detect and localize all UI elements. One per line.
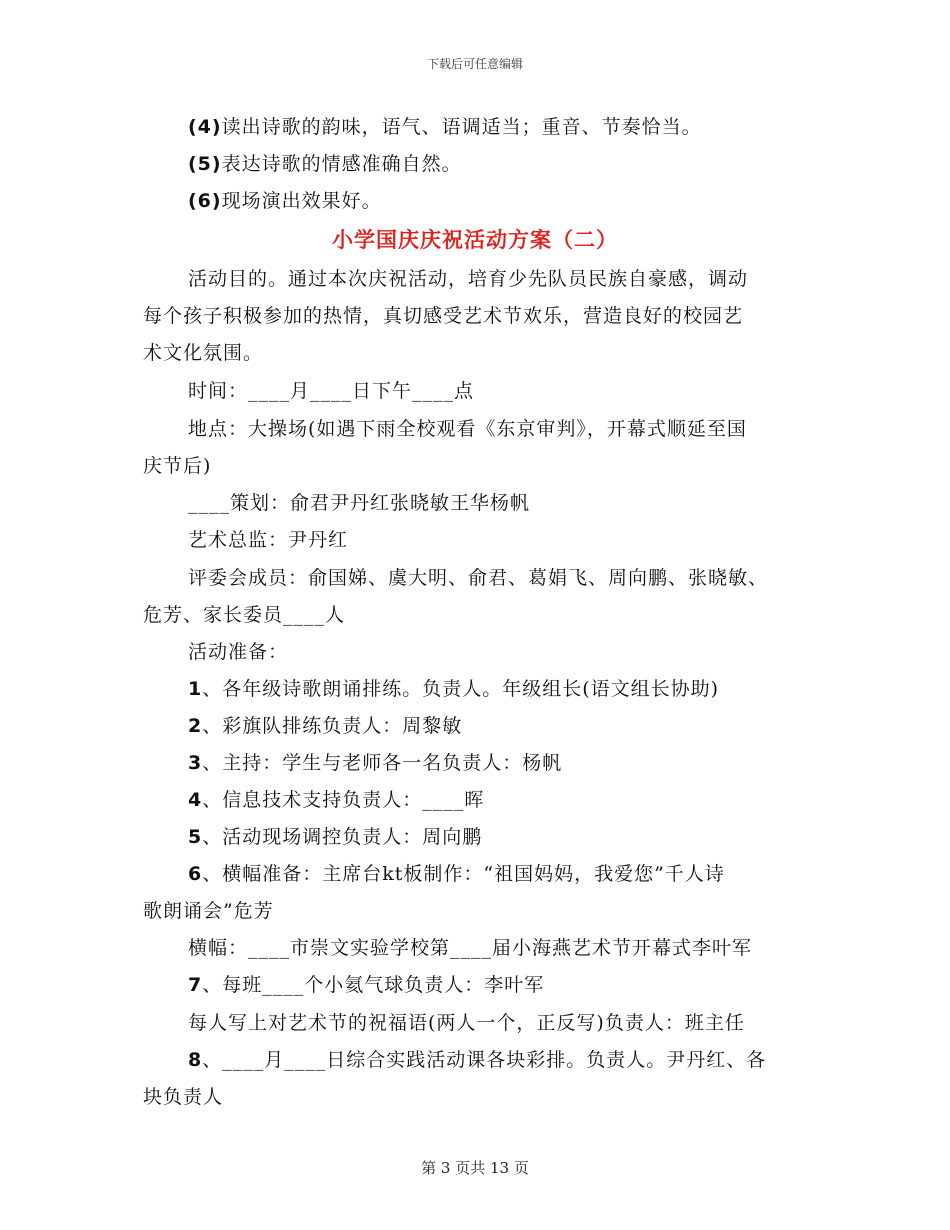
criteria-text: 现场演出效果好。 [221, 190, 382, 212]
judges-line-2: 危芳、家长委员____人 [143, 604, 346, 626]
criteria-5 [188, 151, 462, 177]
criteria-text: 表达诗歌的情感准确自然。 [221, 153, 462, 175]
criteria-4 [188, 114, 702, 140]
item-text: 、主持：学生与老师各一名负责人：杨帆 [202, 752, 563, 774]
item-num: 3 [188, 752, 203, 774]
criteria-num: (6) [188, 190, 222, 212]
item-num: 8 [188, 1049, 203, 1071]
criteria-num: (4) [188, 116, 222, 138]
criteria-num: (5) [188, 153, 222, 175]
item-text: 、彩旗队排练负责人：周黎敏 [202, 715, 463, 737]
criteria-6 [188, 188, 382, 214]
item-num: 1 [188, 678, 203, 700]
item-num: 6 [188, 863, 203, 885]
item-text: 、横幅准备：主席台kt板制作：“祖国妈妈，我爱您”千人诗 [202, 863, 725, 885]
prep-item-8 [188, 1047, 766, 1073]
prep-item-3 [188, 750, 562, 776]
prep-item-2 [188, 713, 462, 739]
place-line-1: 地点：大操场(如遇下雨全校观看《东京审判》，开幕式顺延至国 [188, 418, 747, 440]
criteria-text: 读出诗歌的韵味，语气、语调适当；重音、节奏恰当。 [221, 116, 702, 138]
time-line: 时间：____月____日下午____点 [188, 380, 475, 402]
purpose-line-3: 术文化氛围。 [143, 342, 264, 364]
judges-line-1: 评委会成员：俞国娣、虞大明、俞君、葛娟飞、周向鹏、张晓敏、 [188, 567, 769, 589]
art-director-line: 艺术总监：尹丹红 [188, 529, 349, 551]
section-title: 小学国庆庆祝活动方案（二） [332, 227, 618, 252]
item-num: 7 [188, 974, 203, 996]
banner-line: 横幅：____市崇文实验学校第____届小海燕艺术节开幕式李叶军 [188, 937, 753, 959]
prep-item-6 [188, 861, 725, 887]
item-text: 、信息技术支持负责人：____晖 [202, 789, 485, 811]
page-number: 第 3 页共 13 页 [421, 1159, 529, 1177]
item-text: 、每班____个小氦气球负责人：李叶军 [202, 974, 545, 996]
blessing-line: 每人写上对艺术节的祝福语(两人一个，正反写)负责人：班主任 [188, 1012, 745, 1034]
purpose-line-2: 每个孩子积极参加的热情，真切感受艺术节欢乐，营造良好的校园艺 [143, 305, 744, 327]
purpose-line-1: 活动目的。通过本次庆祝活动，培育少先队员民族自豪感，调动 [188, 268, 749, 290]
prep-item-5 [188, 824, 482, 850]
item-text: 、活动现场调控负责人：周向鹏 [202, 826, 483, 848]
item-num: 4 [188, 789, 203, 811]
planning-line: ____策划：俞君尹丹红张晓敏王华杨帆 [188, 492, 531, 514]
prep-item-7 [188, 972, 544, 998]
prep-item-6-cont: 歌朗诵会”危芳 [143, 900, 274, 922]
prep-item-4 [188, 787, 484, 813]
item-num: 5 [188, 826, 203, 848]
item-num: 2 [188, 715, 203, 737]
item-text: 、各年级诗歌朗诵排练。负责人。年级组长(语文组长协助) [202, 678, 720, 700]
header-note: 下载后可任意编辑 [426, 57, 523, 71]
item-text: 、____月____日综合实践活动课各块彩排。负责人。尹丹红、各 [202, 1049, 767, 1071]
prep-heading: 活动准备： [188, 641, 289, 663]
prep-item-1 [188, 676, 719, 702]
place-line-2: 庆节后) [143, 455, 212, 477]
prep-item-8-cont: 块负责人 [143, 1086, 224, 1108]
